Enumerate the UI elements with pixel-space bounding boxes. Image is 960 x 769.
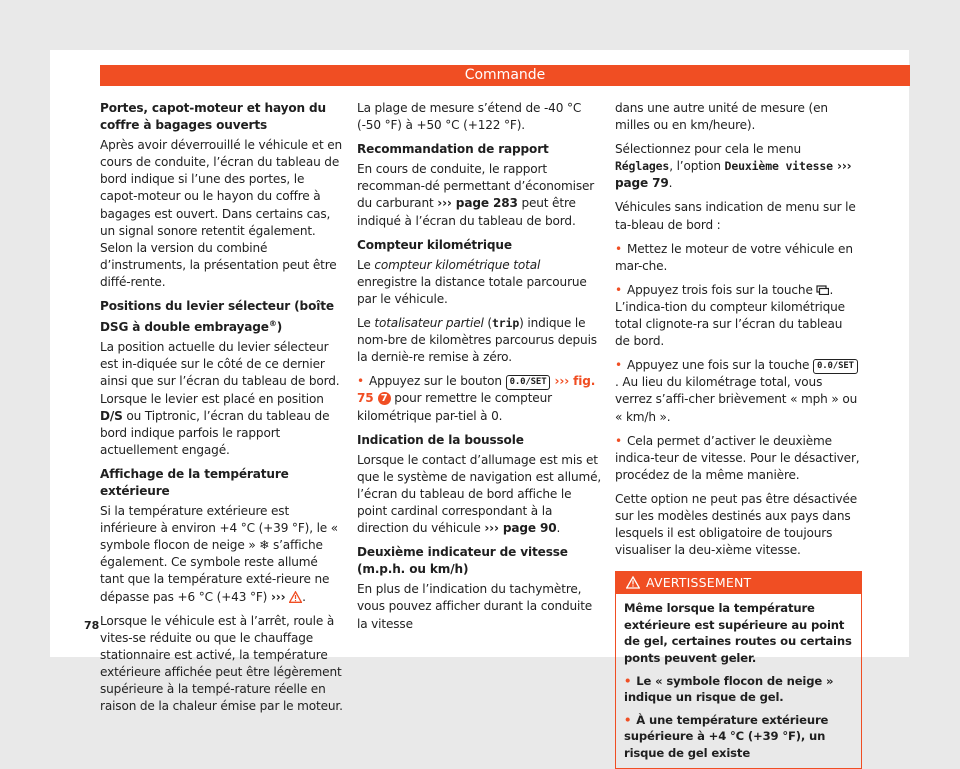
paragraph-compass: Lorsque le contact d’allumage est mis et que le système de navigation est allumé, l’écran du tableau de bord affiche le point cardinal correspondant à la direction du véhicule ››› page 90. <box>357 452 602 536</box>
heading-second-speed: Deuxième indicateur de vitesse (m.p.h. ou km/h) <box>357 545 568 577</box>
heading-temperature: Affichage de la température extérieure <box>100 466 289 498</box>
manual-page <box>50 50 909 760</box>
warning-triangle-icon <box>626 576 640 589</box>
figure-link[interactable]: ››› fig. 75 <box>357 374 596 406</box>
bullet-press-three: • Appuyez trois fois sur la touche . L’indica-tion du compteur kilométrique total clignote-ra sur l’écran du tableau de bord. <box>615 282 845 349</box>
heading-doors: Portes, capot-moteur et hayon du coffre à bagages ouverts <box>100 101 326 133</box>
warning-bullet: • Le « symbole flocon de neige » indique un risque de gel. <box>624 673 834 705</box>
bullet-press-once: • Appuyez une fois sur la touche 0.0/SET. Au lieu du kilométrage total, vous verrez s’affi-cher brièvement « mph » ou « km/h ». <box>615 358 858 424</box>
paragraph-stopped: Lorsque le véhicule est à l’arrêt, roule à vites-se réduite ou que le chauffage stationnaire est activé, la température extérieure affichée peut être légèrement supérieure à la tempé-rature réelle en raison de la chaleur émise par le moteur. <box>100 613 343 714</box>
section-header: Commande <box>100 65 910 86</box>
snowflake-icon: ❄ <box>259 538 270 553</box>
column-3 <box>615 100 860 769</box>
heading-compass: Indication de la boussole <box>357 432 524 447</box>
warning-box <box>615 571 862 768</box>
paragraph-second-speed: En plus de l’indication du tachymètre, vous pouvez afficher durant la conduite la vitesse <box>357 582 593 631</box>
bullet-activate: • Cela permet d’activer le deuxième indica-teur de vitesse. Pour le désactiver, procédez de la même manière. <box>615 433 860 482</box>
warning-triangle-icon <box>289 591 302 603</box>
warning-body <box>616 594 861 767</box>
paragraph-trip: Le totalisateur partiel (trip) indique le nom-bre de kilomètres parcourus depuis la derniè-re remise à zéro. <box>357 316 597 365</box>
column-1 <box>100 100 345 722</box>
callout-number: 7 <box>378 392 391 405</box>
page-link[interactable]: ››› page 283 <box>437 196 518 211</box>
page-number: 78 <box>84 619 100 632</box>
heading-gear-recommendation: Recommandation de rapport <box>357 142 549 157</box>
page-link[interactable]: ››› page 79 <box>615 159 852 191</box>
paragraph-temperature: Si la température extérieure est inférieure à environ +4 °C (+39 °F), le « symbole flocon de neige » ❄ s’affiche également. Ce symbole reste allumé tant que la température exté-rieure ne dépasse pas +6 °C (+43 °F) ››› . <box>100 504 339 604</box>
column-2 <box>357 100 602 640</box>
paragraph-lever: La position actuelle du levier sélecteur est in-diquée sur le côté de ce dernier ainsi que sur l’écran du tableau de bord. Lorsque le levier est placé en position D/S ou Tiptronic, l’écran du tableau de bord indique parfois le rapport actuellement engagé. <box>100 340 340 457</box>
paragraph-doors: Après avoir déverrouillé le véhicule et en cours de conduite, l’écran du tableau de bord indique si l’une des portes, le capot-moteur ou le hayon du coffre à bagages est ouvert. Dans certains cas, un signal sonore retentit également. Selon la version du combiné d’instruments, la présentation peut être diffé-rente. <box>100 138 343 289</box>
menu-button-icon <box>816 285 829 295</box>
page-link[interactable]: ››› page 90 <box>484 521 557 536</box>
paragraph-range: La plage de mesure s’étend de -40 °C (-50 °F) à +50 °C (+122 °F). <box>357 101 582 133</box>
heading-lever: Positions du levier sélecteur (boîte DSG à double embrayage®) <box>100 299 334 335</box>
set-key-icon: 0.0/SET <box>813 359 858 374</box>
paragraph-note: Cette option ne peut pas être désactivée sur les modèles destinés aux pays dans lesquels il est obligatoire de toujours visualiser la deu-xième vitesse. <box>615 491 858 558</box>
warning-header: AVERTISSEMENT <box>616 572 861 594</box>
paragraph-menu: Sélectionnez pour cela le menu Réglages, l’option Deuxième vitesse ››› page 79. <box>615 142 852 191</box>
warning-paragraph: Même lorsque la température extérieure est supérieure au point de gel, certaines routes ou certains ponts peuvent geler. <box>624 601 852 666</box>
bullet-engine: • Mettez le moteur de votre véhicule en mar-che. <box>615 241 853 273</box>
paragraph-odometer: Le compteur kilométrique total enregistre la distance totale parcourue par le véhicule. <box>357 257 587 306</box>
set-key-icon: 0.0/SET <box>506 375 551 390</box>
paragraph-reset-button: • Appuyez sur le bouton 0.0/SET ››› fig. 75 7 pour remettre le compteur kilométrique par-tiel à 0. <box>357 374 596 423</box>
paragraph-unit: dans une autre unité de mesure (en milles ou en km/heure). <box>615 101 828 133</box>
warning-bullet: • À une température extérieure supérieure à +4 °C (+39 °F), un risque de gel existe <box>624 712 829 760</box>
heading-odometer: Compteur kilométrique <box>357 237 512 252</box>
paragraph-no-menu: Véhicules sans indication de menu sur le ta-bleau de bord : <box>615 200 856 232</box>
paragraph-gear-recommendation: En cours de conduite, le rapport recomman-dé permettant d’économiser du carburant ››› page 283 peut être indiqué à l’écran du tableau de bord. <box>357 162 595 228</box>
